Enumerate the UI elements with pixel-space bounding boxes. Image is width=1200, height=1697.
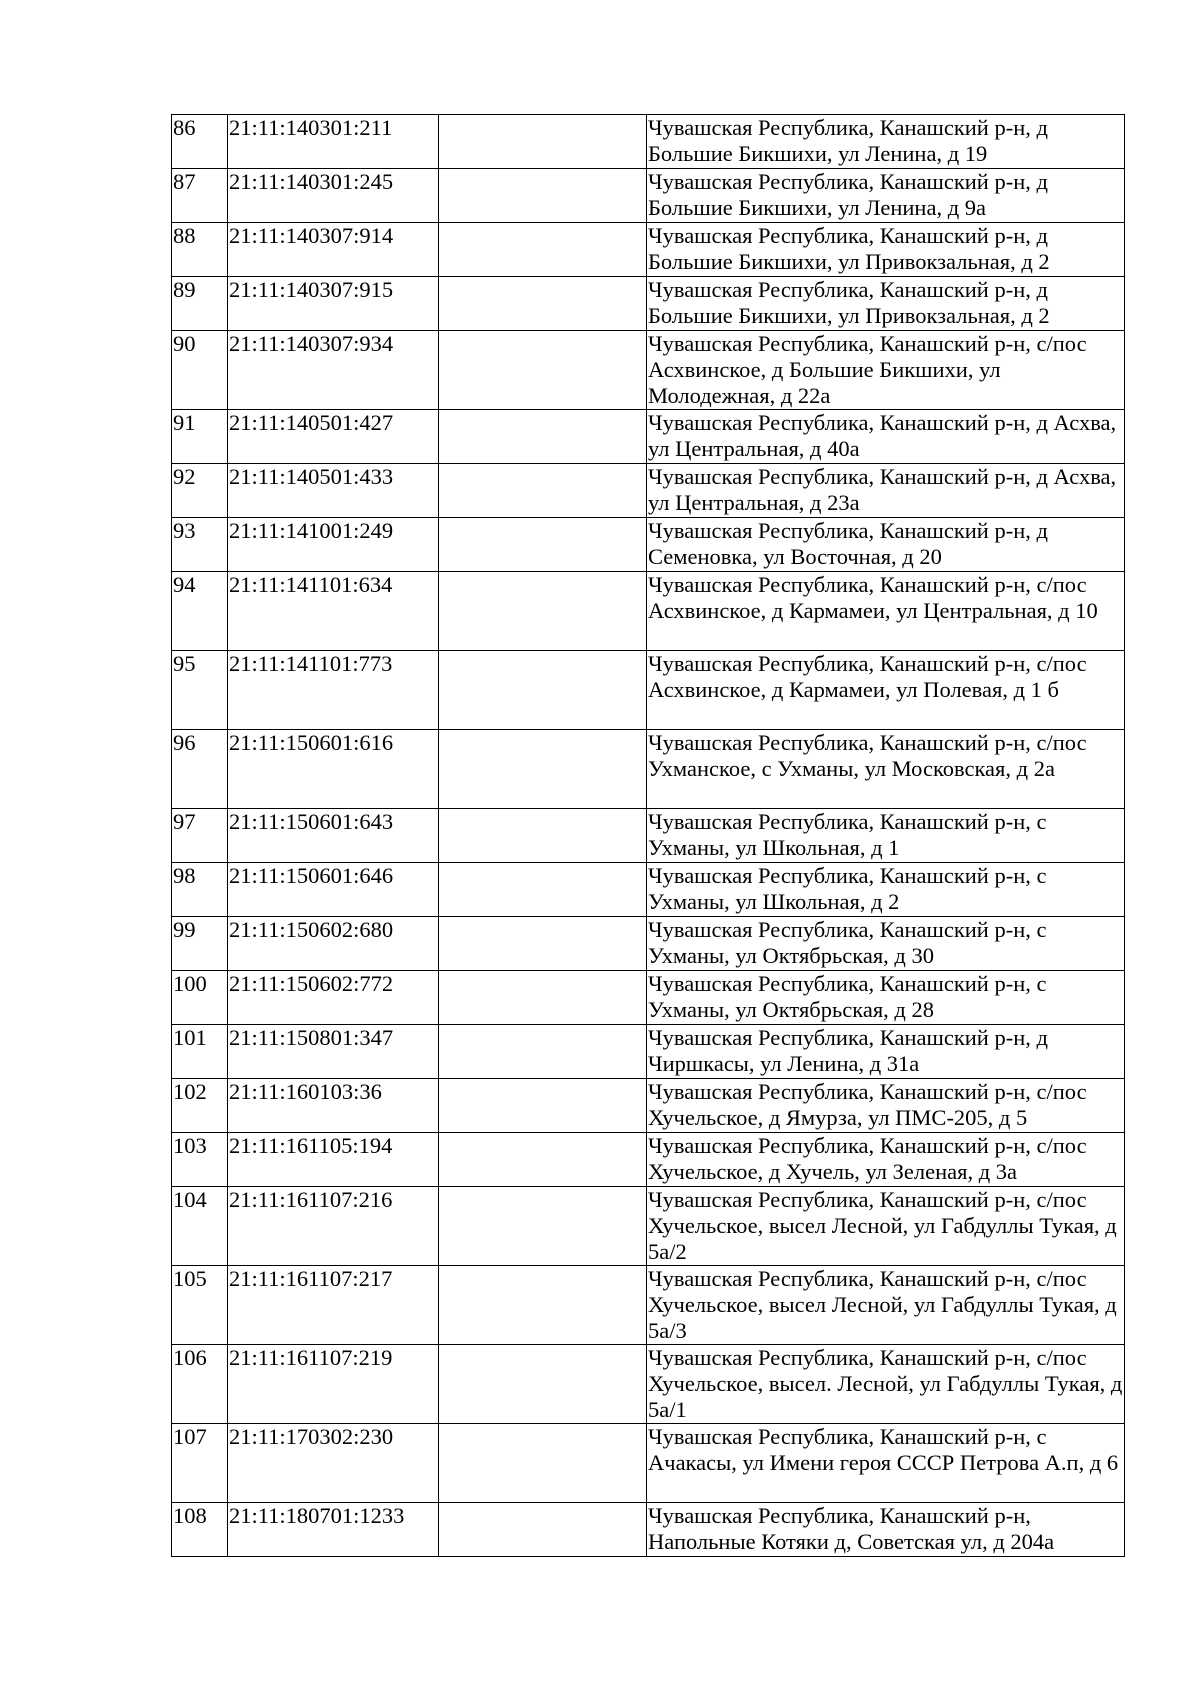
empty-cell — [439, 1345, 647, 1424]
empty-cell — [439, 730, 647, 809]
cadastral-number-cell: 21:11:141101:773 — [228, 651, 439, 730]
empty-cell — [439, 917, 647, 971]
row-number-cell: 93 — [172, 518, 228, 572]
table-row — [172, 572, 1125, 651]
row-number-cell: 103 — [172, 1133, 228, 1187]
address-cell: Чувашская Республика, Канашский р-н, с/пос Ухманское, с Ухманы, ул Московская, д 2а — [647, 730, 1125, 809]
row-number-cell: 92 — [172, 464, 228, 518]
cadastral-number-cell: 21:11:161107:216 — [228, 1187, 439, 1266]
cadastral-number-cell: 21:11:140307:915 — [228, 277, 439, 331]
table-row — [172, 971, 1125, 1025]
address-cell: Чувашская Республика, Канашский р-н, д Семеновка, ул Восточная, д 20 — [647, 518, 1125, 572]
empty-cell — [439, 277, 647, 331]
empty-cell — [439, 115, 647, 169]
empty-cell — [439, 331, 647, 410]
address-cell: Чувашская Республика, Канашский р-н, с/пос Хучельское, высел Лесной, ул Габдуллы Тукая, д 5а/3 — [647, 1266, 1125, 1345]
table-row — [172, 651, 1125, 730]
table-row — [172, 1266, 1125, 1345]
table-row — [172, 730, 1125, 809]
table-row — [172, 277, 1125, 331]
empty-cell — [439, 410, 647, 464]
cadastral-number-cell: 21:11:150602:772 — [228, 971, 439, 1025]
address-cell: Чувашская Республика, Канашский р-н, д Асхва, ул Центральная, д 40а — [647, 410, 1125, 464]
row-number-cell: 100 — [172, 971, 228, 1025]
cadastral-number-cell: 21:11:150801:347 — [228, 1025, 439, 1079]
empty-cell — [439, 651, 647, 730]
empty-cell — [439, 1079, 647, 1133]
table-row — [172, 410, 1125, 464]
table-row — [172, 917, 1125, 971]
address-cell: Чувашская Республика, Канашский р-н, с Ухманы, ул Школьная, д 2 — [647, 863, 1125, 917]
cadastral-number-cell: 21:11:140501:433 — [228, 464, 439, 518]
table-row — [172, 1133, 1125, 1187]
cadastral-number-cell: 21:11:141001:249 — [228, 518, 439, 572]
row-number-cell: 97 — [172, 809, 228, 863]
address-cell: Чувашская Республика, Канашский р-н, с/пос Асхвинское, д Большие Бикшихи, ул Молодежная, д 22а — [647, 331, 1125, 410]
address-cell: Чувашская Республика, Канашский р-н, д Большие Бикшихи, ул Ленина, д 19 — [647, 115, 1125, 169]
row-number-cell: 99 — [172, 917, 228, 971]
address-cell: Чувашская Республика, Канашский р-н, с/пос Хучельское, высел. Лесной, ул Габдуллы Тукая, д 5а/1 — [647, 1345, 1125, 1424]
row-number-cell: 95 — [172, 651, 228, 730]
cadastral-number-cell: 21:11:140301:245 — [228, 169, 439, 223]
table-row — [172, 518, 1125, 572]
address-cell: Чувашская Республика, Канашский р-н, с/пос Хучельское, высел Лесной, ул Габдуллы Тукая, д 5а/2 — [647, 1187, 1125, 1266]
empty-cell — [439, 1424, 647, 1503]
address-cell: Чувашская Республика, Канашский р-н, с Ухманы, ул Октябрьская, д 28 — [647, 971, 1125, 1025]
address-cell: Чувашская Республика, Канашский р-н, с/пос Хучельское, д Ямурза, ул ПМС-205, д 5 — [647, 1079, 1125, 1133]
table-row — [172, 863, 1125, 917]
empty-cell — [439, 572, 647, 651]
empty-cell — [439, 809, 647, 863]
cadastral-number-cell: 21:11:160103:36 — [228, 1079, 439, 1133]
cadastral-number-cell: 21:11:140307:934 — [228, 331, 439, 410]
empty-cell — [439, 169, 647, 223]
empty-cell — [439, 1133, 647, 1187]
address-cell: Чувашская Республика, Канашский р-н, с/пос Асхвинское, д Кармамеи, ул Центральная, д 10 — [647, 572, 1125, 651]
empty-cell — [439, 1266, 647, 1345]
table-row — [172, 331, 1125, 410]
cadastral-number-cell: 21:11:140301:211 — [228, 115, 439, 169]
cadastral-number-cell: 21:11:150601:616 — [228, 730, 439, 809]
address-cell: Чувашская Республика, Канашский р-н, д Большие Бикшихи, ул Ленина, д 9а — [647, 169, 1125, 223]
cadastral-number-cell: 21:11:161107:219 — [228, 1345, 439, 1424]
address-cell: Чувашская Республика, Канашский р-н, с/пос Асхвинское, д Кармамеи, ул Полевая, д 1 б — [647, 651, 1125, 730]
row-number-cell: 102 — [172, 1079, 228, 1133]
cadastral-number-cell: 21:11:150601:646 — [228, 863, 439, 917]
table-row — [172, 1503, 1125, 1557]
empty-cell — [439, 223, 647, 277]
cadastral-number-cell: 21:11:150601:643 — [228, 809, 439, 863]
cadastral-number-cell: 21:11:161107:217 — [228, 1266, 439, 1345]
empty-cell — [439, 518, 647, 572]
table-body — [172, 115, 1125, 1557]
row-number-cell: 91 — [172, 410, 228, 464]
cadastral-number-cell: 21:11:180701:1233 — [228, 1503, 439, 1557]
address-cell: Чувашская Республика, Канашский р-н, д Чиршкасы, ул Ленина, д 31а — [647, 1025, 1125, 1079]
row-number-cell: 94 — [172, 572, 228, 651]
empty-cell — [439, 1187, 647, 1266]
address-cell: Чувашская Республика, Канашский р-н, с Ухманы, ул Школьная, д 1 — [647, 809, 1125, 863]
cadastral-number-cell: 21:11:141101:634 — [228, 572, 439, 651]
table-row — [172, 1424, 1125, 1503]
row-number-cell: 105 — [172, 1266, 228, 1345]
row-number-cell: 101 — [172, 1025, 228, 1079]
row-number-cell: 98 — [172, 863, 228, 917]
row-number-cell: 87 — [172, 169, 228, 223]
address-cell: Чувашская Республика, Канашский р-н, д Большие Бикшихи, ул Привокзальная, д 2 — [647, 277, 1125, 331]
row-number-cell: 90 — [172, 331, 228, 410]
cadastral-number-cell: 21:11:161105:194 — [228, 1133, 439, 1187]
address-cell: Чувашская Республика, Канашский р-н, с/пос Хучельское, д Хучель, ул Зеленая, д 3а — [647, 1133, 1125, 1187]
cadastral-number-cell: 21:11:140307:914 — [228, 223, 439, 277]
property-table — [171, 114, 1125, 1557]
table-row — [172, 115, 1125, 169]
table-row — [172, 464, 1125, 518]
empty-cell — [439, 971, 647, 1025]
empty-cell — [439, 1025, 647, 1079]
address-cell: Чувашская Республика, Канашский р-н, д Большие Бикшихи, ул Привокзальная, д 2 — [647, 223, 1125, 277]
address-cell: Чувашская Республика, Канашский р-н, Напольные Котяки д, Советская ул, д 204а — [647, 1503, 1125, 1557]
address-cell: Чувашская Республика, Канашский р-н, д Асхва, ул Центральная, д 23а — [647, 464, 1125, 518]
row-number-cell: 108 — [172, 1503, 228, 1557]
row-number-cell: 107 — [172, 1424, 228, 1503]
table-row — [172, 169, 1125, 223]
cadastral-number-cell: 21:11:150602:680 — [228, 917, 439, 971]
cadastral-number-cell: 21:11:170302:230 — [228, 1424, 439, 1503]
table-row — [172, 1025, 1125, 1079]
table-row — [172, 1079, 1125, 1133]
empty-cell — [439, 464, 647, 518]
table-row — [172, 809, 1125, 863]
empty-cell — [439, 1503, 647, 1557]
row-number-cell: 104 — [172, 1187, 228, 1266]
row-number-cell: 96 — [172, 730, 228, 809]
empty-cell — [439, 863, 647, 917]
address-cell: Чувашская Республика, Канашский р-н, с Ачакасы, ул Имени героя СССР Петрова А.п, д 6 — [647, 1424, 1125, 1503]
table-row — [172, 1187, 1125, 1266]
address-cell: Чувашская Республика, Канашский р-н, с Ухманы, ул Октябрьская, д 30 — [647, 917, 1125, 971]
cadastral-number-cell: 21:11:140501:427 — [228, 410, 439, 464]
row-number-cell: 89 — [172, 277, 228, 331]
row-number-cell: 86 — [172, 115, 228, 169]
table-row — [172, 1345, 1125, 1424]
row-number-cell: 106 — [172, 1345, 228, 1424]
row-number-cell: 88 — [172, 223, 228, 277]
table-row — [172, 223, 1125, 277]
